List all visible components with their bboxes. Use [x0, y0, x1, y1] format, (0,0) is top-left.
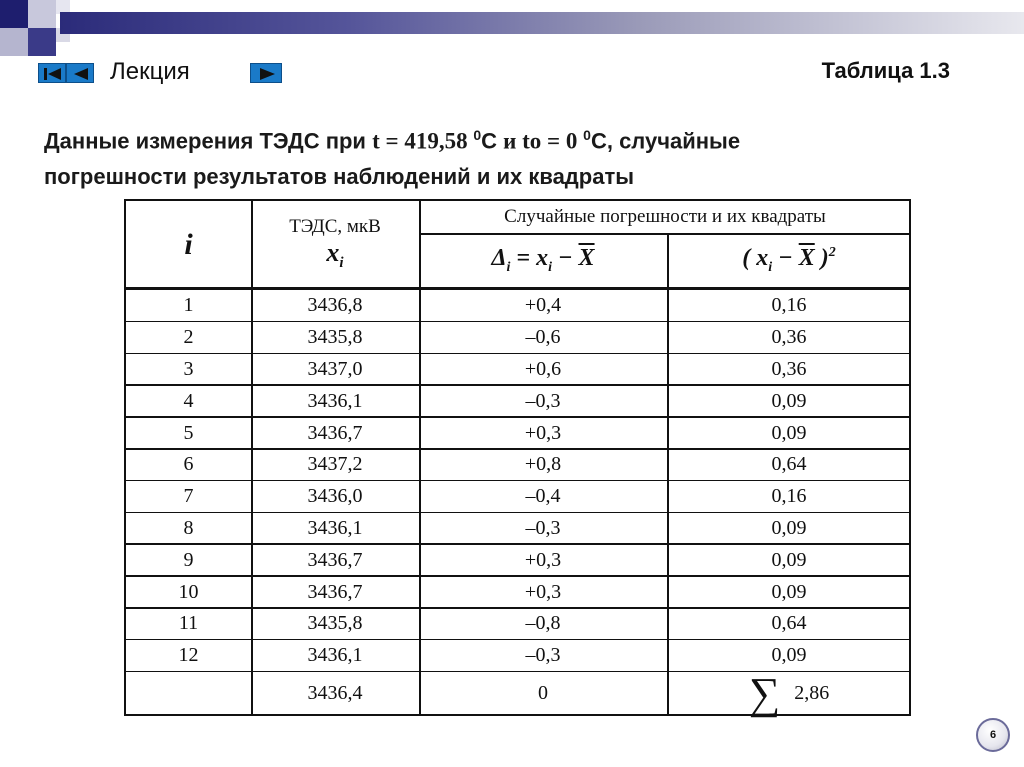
deviation-sum-value: 0: [538, 682, 548, 705]
header-emf: [251, 201, 419, 288]
row-divider: [126, 480, 911, 482]
header-emf-symbol: $x_i$: [326, 238, 344, 272]
header-emf-label: ТЭДС, мкВ: [289, 216, 381, 238]
squared-deviation-value: 0,64: [771, 453, 807, 476]
emf-value: 3435,8: [307, 612, 363, 635]
banner-square: [0, 0, 28, 28]
squared-deviation-value: 0,16: [771, 294, 807, 317]
squared-deviation-value: 0,09: [771, 516, 807, 539]
deviation-value: +0,3: [524, 421, 562, 444]
next-slide-button[interactable]: [250, 63, 282, 83]
emf-value: 3437,2: [307, 453, 363, 476]
squared-deviation-value: 0,09: [771, 548, 807, 571]
squared-deviation-value: 0,36: [771, 357, 807, 380]
row-index: 10: [178, 580, 199, 603]
deviation-value: +0,3: [524, 580, 562, 603]
sum-squared-cell: [667, 668, 911, 718]
row-divider: [126, 321, 911, 323]
title-and: и: [503, 128, 523, 154]
title-unit: С: [590, 128, 607, 154]
row-divider: [126, 639, 911, 641]
emf-value: 3436,1: [307, 389, 363, 412]
title-text: , случайные: [606, 128, 741, 154]
deviation-value: +0,3: [524, 548, 562, 571]
row-index: 12: [178, 644, 199, 667]
table-number-label: Таблица 1.3: [821, 58, 950, 83]
banner-square: [0, 28, 28, 56]
header-index: i: [184, 227, 193, 261]
deviation-value: –0,8: [525, 612, 561, 635]
deviation-value: –0,3: [525, 516, 561, 539]
top-banner: [0, 0, 1024, 46]
emf-value: 3436,7: [307, 548, 363, 571]
mean-emf-value: 3436,4: [307, 682, 363, 705]
row-index: 1: [183, 294, 194, 317]
title-text-line2: погрешности результатов наблюдений и их квадраты: [44, 164, 635, 190]
squared-deviation-value: 0,36: [771, 326, 807, 349]
row-divider: [126, 448, 911, 450]
first-slide-button[interactable]: [38, 63, 66, 83]
row-index: 2: [183, 326, 194, 349]
squared-deviation-value: 0,09: [771, 389, 807, 412]
sum-symbol: ∑: [748, 668, 781, 718]
emf-value: 3436,7: [307, 421, 363, 444]
row-index: 5: [183, 421, 194, 444]
row-divider: [126, 353, 911, 355]
page-title: [44, 117, 984, 195]
header-deviation: $\Delta_i = x_i - \overline{X}$: [491, 245, 595, 275]
emf-value: 3436,7: [307, 580, 363, 603]
squared-deviation-value: 0,09: [771, 644, 807, 667]
row-divider: [126, 416, 911, 418]
totals-index: [126, 672, 251, 716]
arrow-right-icon: [251, 64, 283, 84]
squared-deviation-value: 0,09: [771, 580, 807, 603]
row-divider: [126, 384, 911, 386]
title-temperature: t = 419,58: [372, 128, 474, 154]
squared-deviation-value: 0,64: [771, 612, 807, 635]
title-text: Данные измерения ТЭДС при: [44, 128, 373, 154]
sum-squared-value: 2,86: [794, 682, 830, 705]
title-degree: 0: [473, 127, 482, 143]
row-index: 4: [183, 389, 194, 412]
squared-deviation-value: 0,09: [771, 421, 807, 444]
row-index: 6: [183, 453, 194, 476]
emf-value: 3437,0: [307, 357, 363, 380]
row-index: 3: [183, 357, 194, 380]
emf-value: 3436,0: [307, 485, 363, 508]
measurement-table: [124, 199, 911, 716]
row-divider: [126, 543, 911, 545]
header-squared-deviation: ( $x_i - \overline{X}$ )$^2$: [742, 245, 836, 275]
banner-square: [28, 0, 56, 28]
title-degree: 0: [583, 127, 591, 143]
row-index: 9: [183, 548, 194, 571]
emf-value: 3435,8: [307, 326, 363, 349]
row-divider: [126, 607, 911, 609]
row-index: 8: [183, 516, 194, 539]
row-divider: [126, 575, 911, 577]
row-divider: [126, 512, 911, 514]
deviation-value: –0,4: [525, 485, 561, 508]
emf-value: 3436,1: [307, 644, 363, 667]
title-reference-temperature: to = 0: [522, 128, 584, 154]
previous-slide-button[interactable]: [66, 63, 94, 83]
emf-value: 3436,1: [307, 516, 363, 539]
skip-back-icon: [39, 64, 67, 84]
deviation-value: –0,3: [525, 644, 561, 667]
row-index: 11: [178, 612, 199, 635]
deviation-value: –0,3: [525, 389, 561, 412]
lecture-label[interactable]: Лекция: [110, 58, 190, 85]
page-number-badge: 6: [976, 718, 1010, 752]
banner-gradient-bar: [60, 12, 1024, 34]
deviation-value: +0,6: [524, 357, 562, 380]
deviation-value: –0,6: [525, 326, 561, 349]
row-index: 7: [183, 485, 194, 508]
arrow-left-icon: [67, 64, 95, 84]
emf-value: 3436,8: [307, 294, 363, 317]
deviation-value: +0,4: [524, 294, 562, 317]
deviation-value: +0,8: [524, 453, 562, 476]
header-random-errors: Случайные погрешности и их квадраты: [504, 206, 826, 227]
title-unit: С: [481, 128, 504, 154]
banner-square: [28, 28, 56, 56]
squared-deviation-value: 0,16: [771, 485, 807, 508]
row-divider: [419, 233, 911, 235]
